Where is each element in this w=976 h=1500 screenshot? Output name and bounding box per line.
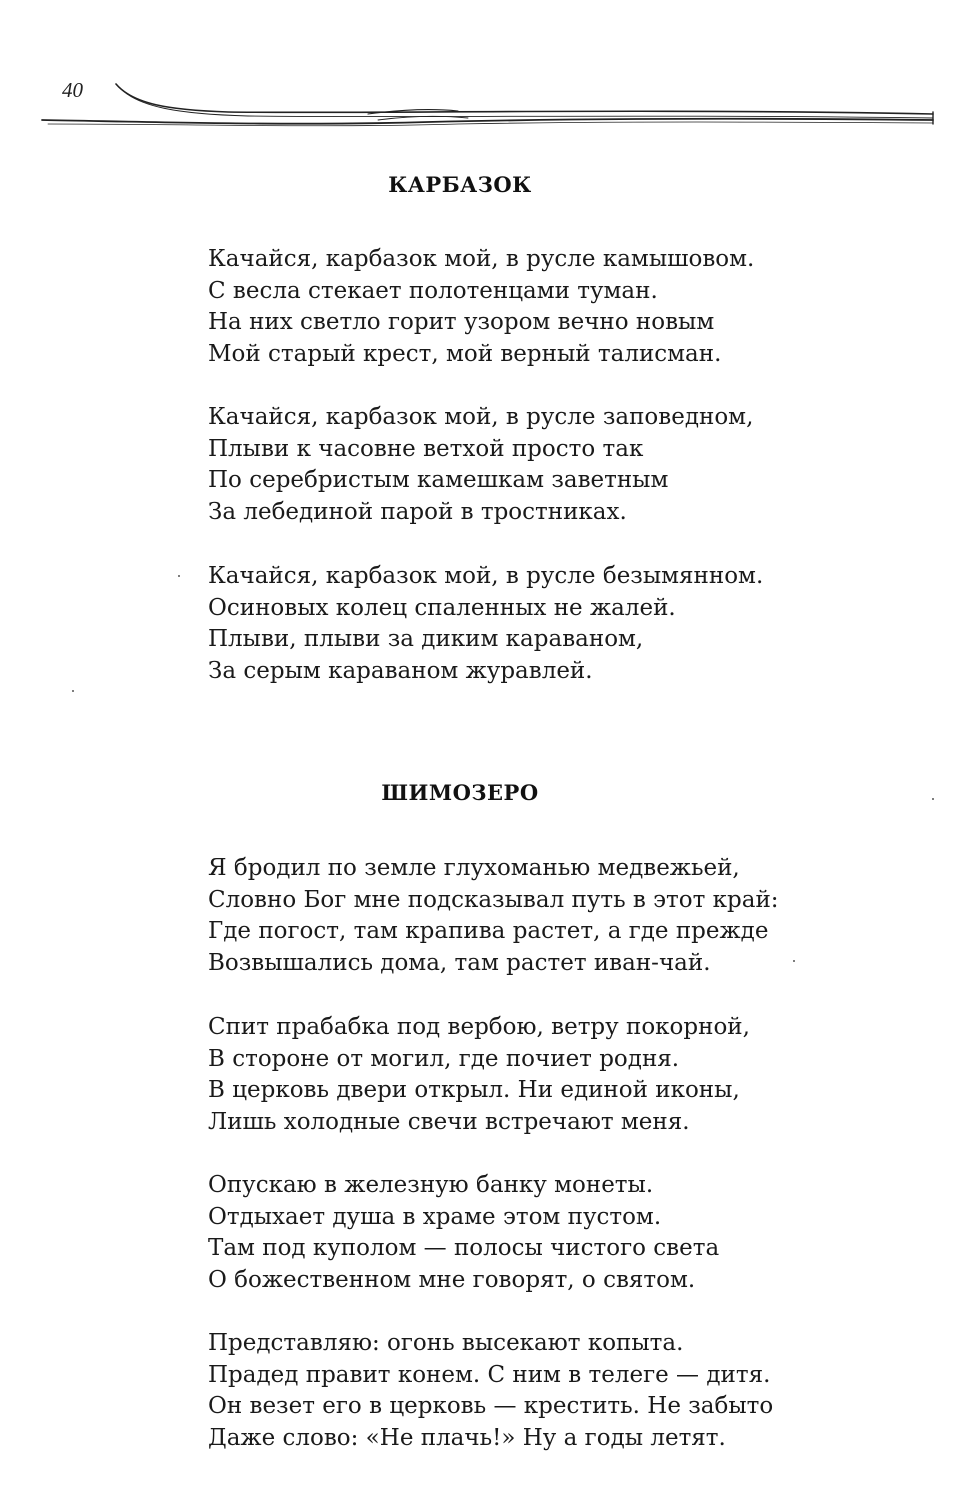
verse-line: Я бродил по земле глухоманью медвежьей, [208,855,740,881]
verse-line: Плыви к часовне ветхой просто так [208,435,644,462]
stanza [208,1012,750,1138]
stanza [208,402,753,528]
verse-line: Спит прабабка под вербою, ветру покорной, [208,1014,750,1040]
verse-line: Качайся, карбазок мой, в русле камышовом. [208,246,755,272]
verse-line: За серым караваном журавлей. [208,657,593,684]
stanza [208,561,763,687]
verse-line: Плыви, плыви за диким караваном, [208,626,644,652]
verse-line: Качайся, карбазок мой, в русле заповедном, [208,404,754,430]
stanza [208,1328,773,1454]
poem-title-karbazok: КАРБАЗОК [388,172,532,197]
verse-line: Качайся, карбазок мой, в русле безымянном. [208,563,764,589]
verse-line: С весла стекает полотенцами туман. [208,277,658,304]
header-flourish-ornament [38,74,938,134]
stanza [208,1170,719,1296]
verse-line: Осиновых колец спаленных не жалей. [208,594,676,621]
verse-line: Где погост, там крапива растет, а где прежде [208,918,769,944]
verse-line: Лишь холодные свечи встречают меня. [208,1108,690,1135]
verse-line: Отдыхает душа в храме этом пустом. [208,1203,662,1230]
page-number: 40 [62,78,83,102]
scan-speck [72,690,74,692]
verse-line: На них светло горит узором вечно новым [208,309,715,335]
stanza [208,244,754,370]
verse-line: По серебристым камешкам заветным [208,467,669,493]
verse-line: В стороне от могил, где почиет родня. [208,1045,680,1072]
verse-line: В церковь двери открыл. Ни единой иконы, [208,1077,740,1103]
verse-line: Словно Бог мне подсказывал путь в этот край: [208,886,779,913]
verse-line: Там под куполом — полосы чистого света [208,1235,720,1261]
scan-speck [793,960,795,962]
verse-line: За лебединой парой в тростниках. [208,498,627,525]
verse-line: Опускаю в железную банку монеты. [208,1172,654,1198]
verse-line: Прадед правит конем. С ним в телеге — дитя. [208,1361,771,1388]
verse-line: Мой старый крест, мой верный талисман. [208,340,722,367]
verse-line: Возвышались дома, там растет иван-чай. [208,949,711,976]
scan-speck [178,575,180,577]
scan-speck [932,798,934,800]
stanza [208,853,779,979]
verse-line: О божественном мне говорят, о святом. [208,1266,696,1293]
verse-line: Даже слово: «Не плачь!» Ну а годы летят. [208,1424,726,1451]
verse-line: Представляю: огонь высекают копыта. [208,1330,684,1356]
poem-title-shimozero: ШИМОЗЕРО [381,780,539,805]
verse-line: Он везет его в церковь — крестить. Не забыто [208,1393,774,1419]
